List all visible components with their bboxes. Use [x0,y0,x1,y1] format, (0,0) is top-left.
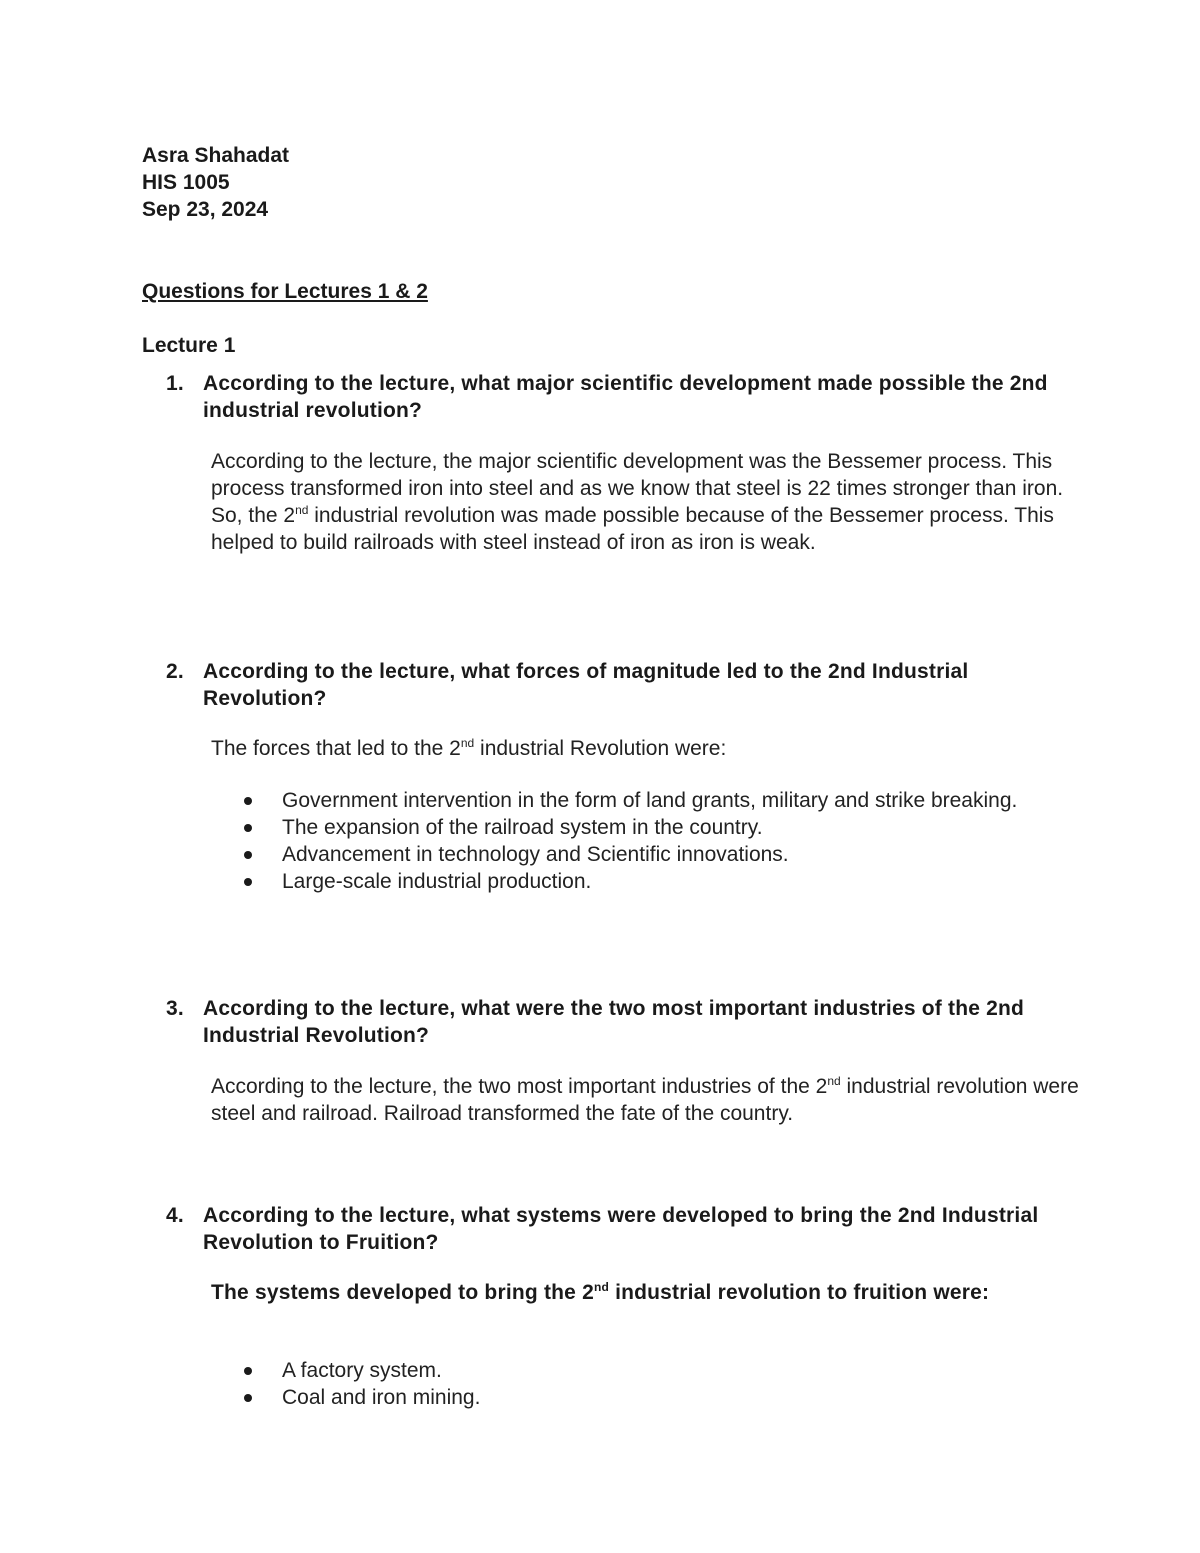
list-item [244,814,1064,841]
answer-text: The systems developed to bring the 2 [211,1281,594,1304]
list-item [244,1357,1064,1384]
list-item [244,841,1064,868]
document-title: Questions for Lectures 1 & 2 [142,280,428,303]
list-item-text: Coal and iron mining. [282,1386,481,1409]
answer-text: industrial revolution was made possible because of the Bessemer process. This helped to build railroads with steel instead of iron as iron is weak. [211,504,1054,554]
answer-3 [211,1073,1091,1127]
list-item-text: Government intervention in the form of land grants, military and strike breaking. [282,789,1018,812]
list-item [244,1384,1064,1411]
bullet-list-4 [244,1357,1064,1411]
question-4 [166,1202,1066,1256]
question-text: According to the lecture, what were the two most important industries of the 2nd Industrial Revolution? [203,997,1025,1047]
answer-4 [211,1279,1091,1306]
question-1 [166,370,1066,424]
author-name: Asra Shahadat [142,144,290,167]
answer-text: industrial Revolution were: [474,737,727,760]
answer-text: According to the lecture, the major scientific development was the Bessemer process. This process transformed iron into steel and as we know that steel is 22 times stronger than iron. So, the 2 [211,450,1064,527]
list-item-text: A factory system. [282,1359,442,1382]
question-number: 3. [166,997,184,1020]
answer-1 [211,448,1091,556]
answer-text: According to the lecture, the two most important industries of the 2 [211,1075,828,1098]
question-number: 1. [166,372,184,395]
superscript: nd [593,1280,610,1294]
question-3 [166,995,1066,1049]
bullet-icon [244,824,252,832]
document-date: Sep 23, 2024 [142,198,269,221]
question-2 [166,658,1066,712]
lecture-heading: Lecture 1 [142,334,236,357]
bullet-icon [244,851,252,859]
answer-2 [211,735,1091,762]
list-item-text: The expansion of the railroad system in the country. [282,816,763,839]
bullet-icon [244,878,252,886]
superscript: nd [295,503,309,517]
superscript: nd [827,1074,841,1088]
bullet-icon [244,1367,252,1375]
question-text: According to the lecture, what forces of magnitude led to the 2nd Industrial Revolution? [203,660,969,710]
superscript: nd [460,736,475,750]
answer-text: industrial revolution to fruition were: [609,1281,990,1304]
answer-text: The forces that led to the 2 [211,737,461,760]
question-number: 2. [166,660,184,683]
question-text: According to the lecture, what systems were developed to bring the 2nd Industrial Revolution to Fruition? [203,1204,1039,1254]
bullet-list-2 [244,787,1064,895]
list-item [244,868,1064,895]
list-item-text: Large-scale industrial production. [282,870,592,893]
course-code: HIS 1005 [142,171,230,194]
bullet-icon [244,1394,252,1402]
bullet-icon [244,797,252,805]
question-number: 4. [166,1204,184,1227]
list-item [244,787,1064,814]
question-text: According to the lecture, what major scientific development made possible the 2nd industrial revolution? [203,372,1048,422]
answer-text: industrial revolution were steel and railroad. Railroad transformed the fate of the country. [211,1075,1079,1125]
list-item-text: Advancement in technology and Scientific innovations. [282,843,789,866]
